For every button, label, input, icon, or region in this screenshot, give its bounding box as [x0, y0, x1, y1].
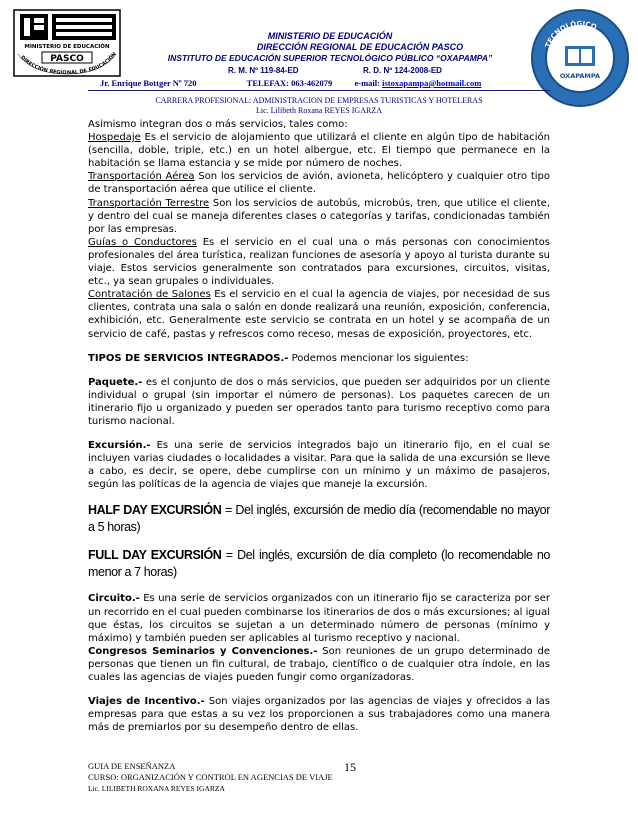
instituto-title: INSTITUTO DE EDUCACIÓN SUPERIOR TECNOLÓGICO PÚBLICO “OXAPAMPA” [167, 53, 493, 63]
phone: TELEFAX: 063-462079 [246, 78, 333, 88]
circuito-paragraph: Circuito.- Es una serie de servicios organizados con un itinerario fijo se caracteriza por ser un recorrido en el cual pueden combinarse los itinerarios de dos o más excursiones; al igual que éstas, los circuitos se sujetan a un determinado número de personas (mínimo y máximo) y también pueden ser aplicables al turismo receptivo y nacional. [88, 593, 550, 644]
excursion-term: Excursión.- [88, 440, 151, 452]
logo-left-line3: DIRECCIÓN REGIONAL DE EDUCACIÓN [19, 51, 118, 77]
ministerio-title: MINISTERIO DE EDUCACIÓN [267, 31, 393, 41]
footer-author: Lic. LILIBETH ROXANA REYES IGARZA [88, 784, 225, 793]
full-day-term: FULL DAY EXCURSIÓN [88, 548, 222, 563]
salones-term: Contratación de Salones [88, 289, 211, 301]
hospedaje-paragraph: Hospedaje Es el servicio de alojamiento que utilizará el cliente en algún tipo de habitación (sencilla, doble, triple, etc.) en un hotel albergue, etc. El tiempo que permanece en la habitación se llama estancia y se mide por número de noches. [88, 132, 550, 170]
full-day-paragraph: FULL DAY EXCURSIÓN = Del inglés, excursión de día completo (lo recomendable no menor a 7 horas) [88, 548, 550, 580]
career-title: CARRERA PROFESIONAL: ADMINISTRACION DE EMPRESAS TURISTICAS Y HOTELERAS [155, 96, 483, 105]
seal-text-bottom: OXAPAMPA [559, 72, 601, 80]
circuito-term: Circuito.- [88, 593, 140, 605]
tipos-heading: TIPOS DE SERVICIOS INTEGRADOS.- Podemos mencionar los siguientes: [88, 352, 469, 364]
ministerio-logo [12, 8, 122, 78]
hospedaje-term: Hospedaje [88, 132, 141, 144]
seal-text-top: TECNOLÓGICO [543, 19, 598, 49]
aerea-term: Transportación Aérea [88, 171, 195, 183]
address: Jr. Enrique Bottger Nº 720 [100, 78, 197, 88]
salones-paragraph: Contratación de Salones Es el servicio en el cual la agencia de viajes, por necesidad de sus clientes, contrata una sala o salón en donde realizará una reunión, exposición, conferencia, exhibición, etc. Generalmente este servicio se contrata en un hotel y se acompaña de un servicio de café, pastas y refrescos como receso, mesas de exposición, proyectores, etc. [88, 289, 551, 340]
terrestre-paragraph: Transportación Terrestre Son los servicios de autobús, microbús, tren, que utilice el cliente, y dentro del cual se maneja diferentes clases o categorías y tarifas, condicionadas también por las empresas. [88, 197, 550, 235]
header-divider [88, 90, 550, 91]
contact-line [100, 78, 540, 88]
congresos-term: Congresos Seminarios y Convenciones.- [88, 645, 318, 657]
logo-left-line2: PASCO [50, 54, 84, 64]
excursion-paragraph: Excursión.- Es una serie de servicios integrados bajo un itinerario fijo, en el cual se incluyen varias ciudades o localidades a visitar. Para que la salida de una excursión se lleve a cabo, es decir, se opere, debe cumplirse con un mínimo y un máximo de pasajeros, según las políticas de la agencia de viajes que maneje la excursión. [88, 440, 550, 491]
footer-guide: GUIA DE ENSEÑANZA [88, 761, 176, 771]
email-link[interactable]: istoxapampa@hotmail.com [382, 78, 482, 88]
half-day-paragraph: HALF DAY EXCURSIÓN = Del inglés, excursión de medio día (recomendable no mayor a 5 horas) [88, 503, 551, 535]
document-body [88, 118, 550, 734]
rd-number: R. D. Nº 124-2008-ED [363, 66, 442, 75]
intro-paragraph: Asimismo integran dos o más servicios, tales como: [88, 119, 348, 130]
footer-course: CURSO: ORGANIZACIÓN Y CONTROL EN AGENCIAS DE VIAJE [88, 772, 333, 782]
author-line: Lic. Lilibeth Roxana REYES IGARZA [256, 106, 382, 115]
incentivo-term: Viajes de Incentivo.- [88, 696, 205, 708]
paquete-paragraph: Paquete.- es el conjunto de dos o más servicios, que pueden ser adquiridos por un cliente individual o grupal (sin importar el número de personas). Los paquetes carecen de un itinerario fijo u organizado y pueden ser operados tanto para turismo receptivo como para turismo nacional. [88, 376, 550, 427]
email-label: e-mail: [354, 78, 380, 88]
terrestre-term: Transportación Terrestre [88, 197, 210, 209]
guias-paragraph: Guías o Conductores Es el servicio en el cual una o más personas con conocimientos profesionales del área turística, realizan funciones de asesoría y apoyo al turista durante su viaje. Estos servicios generalmente son contratados para excursiones, circuitos, visitas, etc., ya sean grupales o individuales. [88, 236, 551, 288]
resoluciones [130, 66, 540, 75]
page-number: 15 [344, 760, 356, 774]
direccion-title: DIRECCIÓN REGIONAL DE EDUCACIÓN PASCO [256, 42, 464, 52]
logo-left-line1: MINISTERIO DE EDUCACIÓN [24, 44, 110, 50]
incentivo-paragraph: Viajes de Incentivo.- Son viajes organizados por las agencias de viajes y ofrecidos a las empresas para que estas a su vez los proporcionen a sus trabajadores como una manera más de premiarlos por su desempeño dentro de ellas. [88, 696, 550, 734]
rm-number: R. M. Nº 119-84-ED [228, 66, 299, 75]
congresos-paragraph: Congresos Seminarios y Convenciones.- Son reuniones de un grupo determinado de personas que tienen un fin cultural, de trabajo, científico o de cualquier otra índole, en las cuales las agencias de viajes pueden fungir como organizadoras. [88, 645, 550, 683]
paquete-term: Paquete.- [88, 376, 143, 388]
guias-term: Guías o Conductores [88, 236, 197, 248]
aerea-paragraph: Transportación Aérea Son los servicios de avión, avioneta, helicóptero y cualquier otro tipo de transportación aérea que utilice el cliente. [88, 171, 550, 196]
half-day-term: HALF DAY EXCURSIÓN [88, 503, 222, 518]
tipos-term: TIPOS DE SERVICIOS INTEGRADOS.- [88, 352, 289, 364]
